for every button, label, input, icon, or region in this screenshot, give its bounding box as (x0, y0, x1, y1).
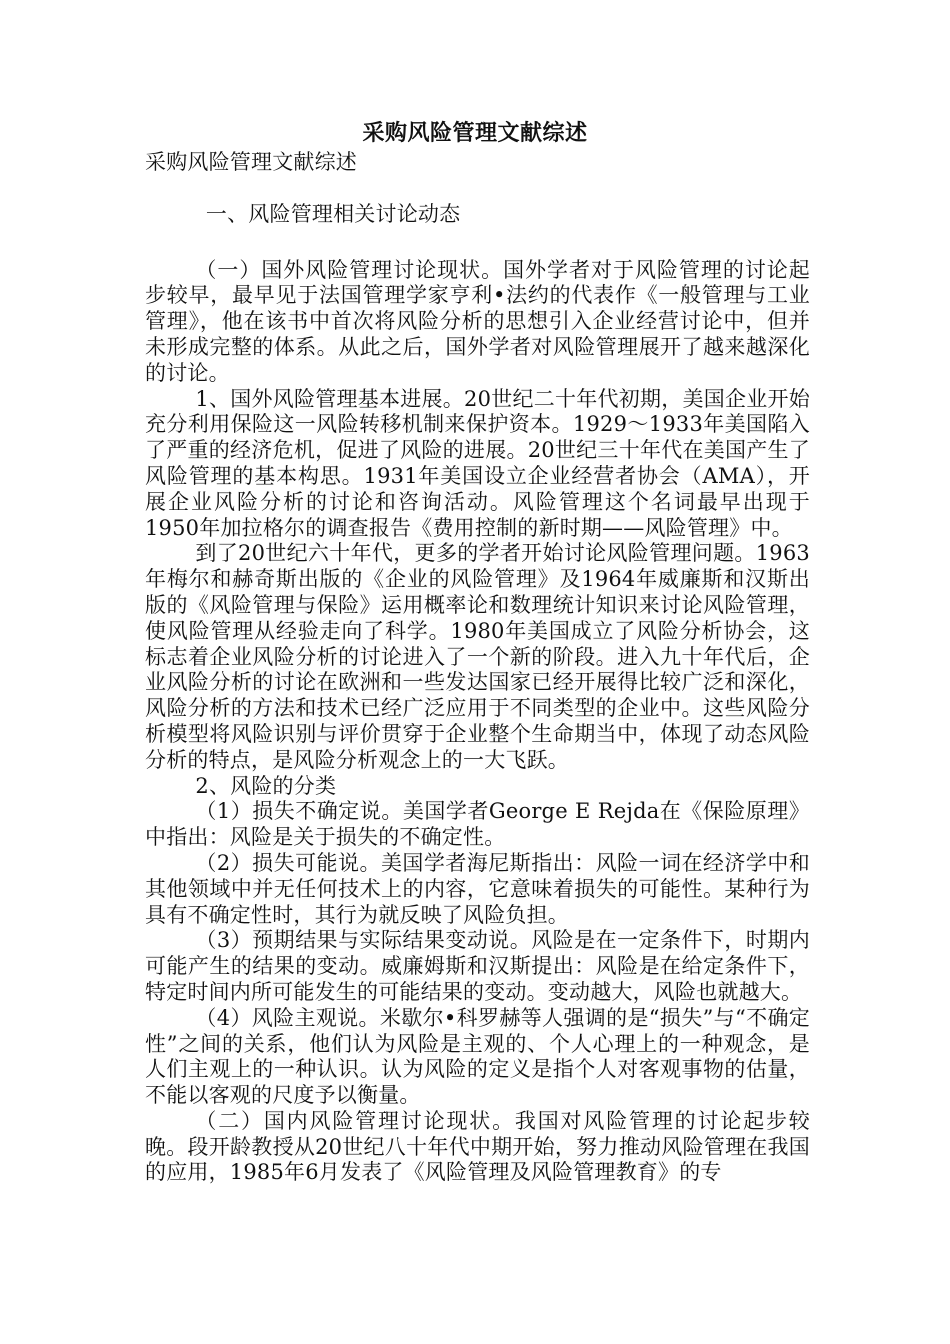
document-title: 采购风险管理文献综述 (362, 120, 588, 146)
paragraph: （一）国外风险管理讨论现状。国外学者对于风险管理的讨论起步较早，最早见于法国管理学家亨利•法约的代表作《一般管理与工业管理》，他在该书中首次将风险分析的思想引入企业经营讨论中，但并未形成完整的体系。从此之后，国外学者对风险管理展开了越来越深化的讨论。 (145, 257, 810, 385)
document-body (145, 150, 810, 1186)
section-heading: 一、风险管理相关讨论动态 (205, 201, 461, 226)
paragraph: （1）损失不确定说。美国学者George E Rejda在《保险原理》中指出：风险是关于损失的不确定性。 (145, 799, 810, 850)
paragraph: （3）预期结果与实际结果变动说。风险是在一定条件下，时期内可能产生的结果的变动。威廉姆斯和汉斯提出：风险是在给定条件下，特定时间内所可能发生的可能结果的变动。变动越大，风险也就越大。 (145, 928, 810, 1004)
paragraph: （二）国内风险管理讨论现状。我国对风险管理的讨论起步较晚。段开龄教授从20世纪八十年代中期开始，努力推动风险管理在我国的应用，1985年6月发表了《风险管理及风险管理教育》的专 (145, 1108, 810, 1185)
paragraph: 到了20世纪六十年代，更多的学者开始讨论风险管理问题。1963年梅尔和赫奇斯出版的《企业的风险管理》及1964年威廉斯和汉斯出版的《风险管理与保险》运用概率论和数理统计知识来讨论风险管理，使风险管理从经验走向了科学。1980年美国成立了风险分析协会，这标志着企业风险分析的讨论进入了一个新的阶段。进入九十年代后，企业风险分析的讨论在欧洲和一些发达国家已经开展得比较广泛和深化，风险分析的方法和技术已经广泛应用于不同类型的企业中。这些风险分析模型将风险识别与评价贯穿于企业整个生命期当中，体现了动态风险分析的特点，是风险分析观念上的一大飞跃。 (145, 541, 810, 772)
paragraph: 2、风险的分类 (195, 773, 337, 798)
document-subtitle: 采购风险管理文献综述 (145, 150, 357, 174)
paragraph: （2）损失可能说。美国学者海尼斯指出：风险一词在经济学中和其他领域中并无任何技术上的内容，它意味着损失的可能性。某种行为具有不确定性时，其行为就反映了风险负担。 (145, 850, 810, 927)
paragraph: （4）风险主观说。米歇尔•科罗赫等人强调的是“损失”与“不确定性”之间的关系，他们认为风险是主观的、个人心理上的一种观念，是人们主观上的一种认识。认为风险的定义是指个人对客观事物的估量，不能以客观的尺度予以衡量。 (145, 1005, 810, 1108)
paragraph: 1、国外风险管理基本进展。20世纪二十年代初期，美国企业开始充分利用保险这一风险转移机制来保护资本。1929～1933年美国陷入了严重的经济危机，促进了风险的进展。20世纪三十年代在美国产生了风险管理的基本构思。1931年美国设立企业经营者协会（AMA），开展企业风险分析的讨论和咨询活动。风险管理这个名词最早出现于1950年加拉格尔的调查报告《费用控制的新时期——风险管理》中。 (145, 386, 810, 540)
